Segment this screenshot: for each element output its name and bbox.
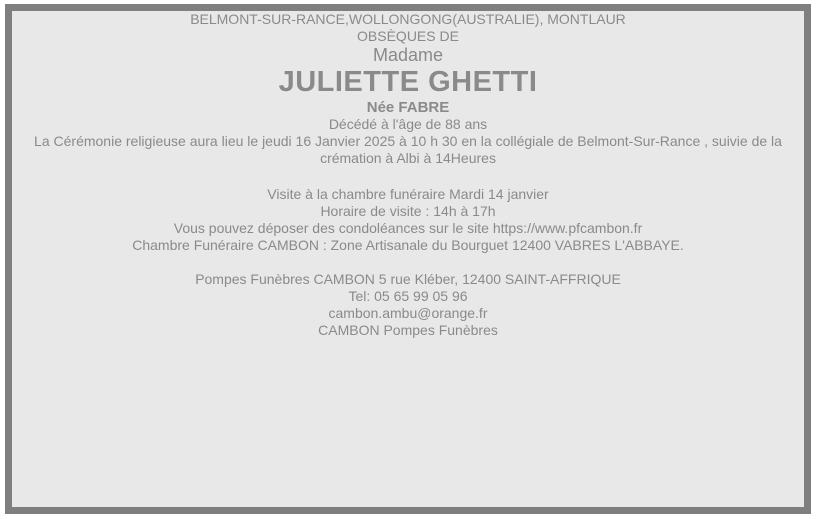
visit-hours-line: Horaire de visite : 14h à 17h [320,203,496,219]
funeral-home-block [12,271,804,322]
condolences-line: Vous pouvez déposer des condoléances sur le site https://www.pfcambon.fr [173,220,643,236]
obsequies-label: OBSÈQUES DE [357,28,459,44]
visit-day-line: Visite à la chambre funéraire Mardi 14 janvier [267,186,549,202]
locations-line: BELMONT-SUR-RANCE,WOLLONGONG(AUSTRALIE), MONTLAUR [190,11,626,27]
funeral-chamber-address: Chambre Funéraire CAMBON : Zone Artisanale du Bourguet 12400 VABRES L'ABBAYE. [132,237,684,253]
deceased-name: JULIETTE GHETTI [278,66,538,98]
funeral-home-email: cambon.ambu@orange.fr [328,305,488,321]
ceremony-details: La Cérémonie religieuse aura lieu le jeudi 16 Janvier 2025 à 10 h 30 en la collégiale de Belmont-Sur-Rance , suivie de la crémation à Albi à 14Heures [34,133,782,166]
maiden-name: Née FABRE [366,99,450,116]
visit-block [12,186,804,220]
signature-line: CAMBON Pompes Funèbres [318,322,498,338]
funeral-announcement-card [5,4,811,514]
funeral-home-phone: Tel: 05 65 99 05 96 [348,288,468,304]
age-line: Décédé à l'âge de 88 ans [328,116,488,132]
funeral-home-address: Pompes Funèbres CAMBON 5 rue Kléber, 12400 SAINT-AFFRIQUE [195,271,621,287]
civility-title: Madame [372,45,444,65]
